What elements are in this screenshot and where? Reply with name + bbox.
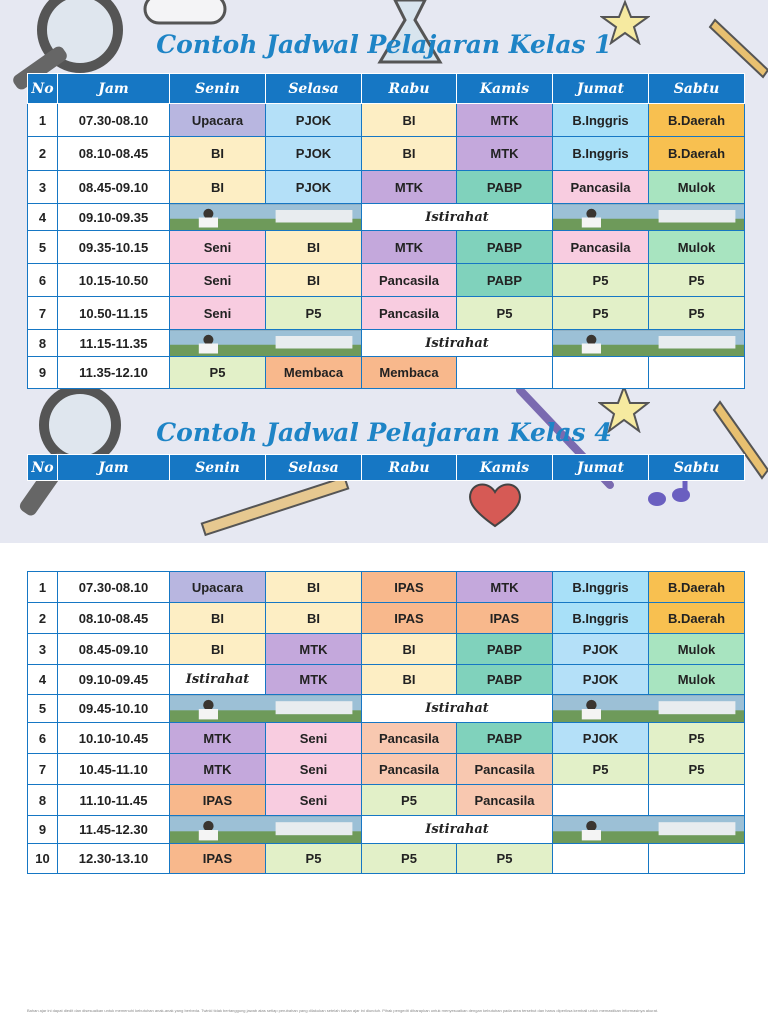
row-number: 10 [28,844,58,874]
photo-image [170,204,362,231]
table-row [28,785,745,816]
table-row [28,723,745,754]
subject-cell [553,844,649,874]
subject-cell: Pancasila [457,754,553,785]
subject-cell: Pancasila [553,231,649,264]
table-row [28,665,745,695]
subject-cell: IPAS [170,785,266,816]
subject-cell: BI [170,634,266,665]
subject-cell: PJOK [266,137,362,171]
row-number: 4 [28,665,58,695]
column-header: Kamis [457,74,553,104]
subject-cell: Upacara [170,572,266,603]
row-number: 5 [28,231,58,264]
subject-cell: Seni [266,754,362,785]
schedule-table-kelas-1 [27,73,745,389]
time-cell: 08.45-09.10 [58,171,170,204]
time-cell: 11.15-11.35 [58,330,170,357]
subject-cell: Mulok [649,171,745,204]
table-row [28,264,745,297]
subject-cell: PABP [457,723,553,754]
table-row [28,816,745,844]
time-cell: 09.45-10.10 [58,695,170,723]
time-cell: 11.45-12.30 [58,816,170,844]
subject-cell: B.Inggris [553,104,649,137]
subject-cell: IPAS [362,603,457,634]
subject-cell: PJOK [266,104,362,137]
time-cell: 09.10-09.45 [58,665,170,695]
column-header: Senin [170,455,266,481]
column-header: Jam [58,74,170,104]
ruler-icon [200,480,350,540]
subject-cell: P5 [362,785,457,816]
break-label: Istirahat [362,330,553,357]
row-number: 7 [28,754,58,785]
time-cell: 09.35-10.15 [58,231,170,264]
row-number: 2 [28,137,58,171]
column-header: Selasa [266,74,362,104]
time-cell: 08.45-09.10 [58,634,170,665]
time-cell: 07.30-08.10 [58,572,170,603]
subject-cell: BI [266,603,362,634]
subject-cell: Pancasila [553,171,649,204]
subject-cell: Istirahat [170,665,266,695]
subject-cell [649,844,745,874]
title-kelas-4: Contoh Jadwal Pelajaran Kelas 4 [156,418,612,447]
column-header: Sabtu [649,455,745,481]
subject-cell: PABP [457,665,553,695]
column-header: No [28,455,58,481]
photo-image [170,816,362,844]
photo-image [553,816,745,844]
subject-cell: BI [266,264,362,297]
table-row [28,104,745,137]
subject-cell: Seni [170,231,266,264]
break-label: Istirahat [362,204,553,231]
row-number: 1 [28,104,58,137]
column-header: Rabu [362,74,457,104]
row-number: 6 [28,723,58,754]
column-header: Kamis [457,455,553,481]
subject-cell: PJOK [266,171,362,204]
subject-cell: Pancasila [362,264,457,297]
table-row [28,603,745,634]
row-number: 3 [28,634,58,665]
subject-cell: MTK [362,231,457,264]
subject-cell: MTK [457,137,553,171]
subject-cell: P5 [649,723,745,754]
subject-cell: B.Daerah [649,104,745,137]
subject-cell: PJOK [553,634,649,665]
subject-cell: P5 [553,297,649,330]
subject-cell: Pancasila [362,723,457,754]
subject-cell: MTK [170,754,266,785]
row-number: 4 [28,204,58,231]
subject-cell: BI [170,171,266,204]
column-header: Selasa [266,455,362,481]
subject-cell: P5 [170,357,266,389]
table-row [28,634,745,665]
subject-cell: Seni [266,723,362,754]
footnote: Bahan ajar ini dapat diedit dan disesuaikan untuk memenuhi kebutuhan anak-anak yang berbeda. Twinkl tidak bertanggung jawab atas setiap perubahan yang dilakukan setelah bahan ajar ini diunduh. Pihak pengedit diharapkan untuk menyesuaikan dengan kebutuhan pada area tersebut dan harus diperiksa kembali untuk memastikan informasinya akurat. [27,1008,659,1013]
subject-cell: B.Inggris [553,572,649,603]
subject-cell: MTK [266,634,362,665]
row-number: 6 [28,264,58,297]
subject-cell: P5 [266,297,362,330]
time-cell: 07.30-08.10 [58,104,170,137]
photo-image [553,330,745,357]
subject-cell: B.Daerah [649,572,745,603]
subject-cell: Membaca [362,357,457,389]
subject-cell: IPAS [457,603,553,634]
row-number: 8 [28,785,58,816]
column-header: Rabu [362,455,457,481]
eraser-icon [140,0,230,30]
column-header: No [28,74,58,104]
row-number: 9 [28,816,58,844]
table-row [28,695,745,723]
break-label: Istirahat [362,816,553,844]
break-label: Istirahat [362,695,553,723]
row-number: 1 [28,572,58,603]
subject-cell: Mulok [649,634,745,665]
table-row [28,357,745,389]
row-number: 8 [28,330,58,357]
subject-cell: PABP [457,171,553,204]
table-row [28,171,745,204]
photo-image [553,695,745,723]
subject-cell: PJOK [553,723,649,754]
subject-cell: BI [362,137,457,171]
subject-cell: PJOK [553,665,649,695]
subject-cell: P5 [553,754,649,785]
subject-cell: B.Daerah [649,603,745,634]
table-row [28,204,745,231]
subject-cell: BI [266,572,362,603]
subject-cell: Pancasila [457,785,553,816]
subject-cell: PABP [457,264,553,297]
subject-cell: P5 [457,844,553,874]
header-row [28,74,745,104]
table-row [28,137,745,171]
table-row [28,844,745,874]
photo-image [553,204,745,231]
photo-image [170,695,362,723]
time-cell: 08.10-08.45 [58,603,170,634]
subject-cell: BI [170,137,266,171]
subject-cell: BI [362,104,457,137]
subject-cell [649,357,745,389]
subject-cell: BI [266,231,362,264]
column-header: Sabtu [649,74,745,104]
subject-cell: Seni [170,264,266,297]
time-cell: 10.50-11.15 [58,297,170,330]
subject-cell: BI [362,665,457,695]
time-cell: 11.10-11.45 [58,785,170,816]
column-header: Jam [58,455,170,481]
subject-cell [457,357,553,389]
time-cell: 10.15-10.50 [58,264,170,297]
subject-cell: Membaca [266,357,362,389]
subject-cell: IPAS [362,572,457,603]
subject-cell: BI [170,603,266,634]
subject-cell: P5 [266,844,362,874]
row-number: 2 [28,603,58,634]
subject-cell: P5 [457,297,553,330]
column-header: Senin [170,74,266,104]
subject-cell: B.Daerah [649,137,745,171]
subject-cell: MTK [170,723,266,754]
subject-cell: IPAS [170,844,266,874]
time-cell: 08.10-08.45 [58,137,170,171]
row-number: 3 [28,171,58,204]
subject-cell: P5 [553,264,649,297]
table-row [28,330,745,357]
page-separator [0,543,768,544]
header-row [28,455,745,481]
subject-cell: B.Inggris [553,603,649,634]
column-header: Jumat [553,455,649,481]
row-number: 5 [28,695,58,723]
time-cell: 12.30-13.10 [58,844,170,874]
subject-cell: MTK [362,171,457,204]
subject-cell: PABP [457,634,553,665]
schedule-table-kelas-4 [27,571,745,874]
time-cell: 09.10-09.35 [58,204,170,231]
subject-cell: Mulok [649,665,745,695]
title-kelas-1: Contoh Jadwal Pelajaran Kelas 1 [156,30,612,59]
photo-image [170,330,362,357]
subject-cell [553,785,649,816]
subject-cell: PABP [457,231,553,264]
row-number: 7 [28,297,58,330]
schedule-header-kelas-4 [27,454,745,481]
subject-cell: Seni [266,785,362,816]
time-cell: 10.45-11.10 [58,754,170,785]
subject-cell [553,357,649,389]
subject-cell: Upacara [170,104,266,137]
table-row [28,572,745,603]
subject-cell [649,785,745,816]
subject-cell: P5 [649,754,745,785]
subject-cell: BI [362,634,457,665]
time-cell: 11.35-12.10 [58,357,170,389]
table-row [28,231,745,264]
subject-cell: MTK [266,665,362,695]
table-row [28,754,745,785]
subject-cell: P5 [649,264,745,297]
subject-cell: P5 [362,844,457,874]
subject-cell: Mulok [649,231,745,264]
subject-cell: Pancasila [362,297,457,330]
column-header: Jumat [553,74,649,104]
subject-cell: Pancasila [362,754,457,785]
subject-cell: Seni [170,297,266,330]
row-number: 9 [28,357,58,389]
subject-cell: MTK [457,572,553,603]
time-cell: 10.10-10.45 [58,723,170,754]
subject-cell: MTK [457,104,553,137]
table-row [28,297,745,330]
subject-cell: P5 [649,297,745,330]
subject-cell: B.Inggris [553,137,649,171]
